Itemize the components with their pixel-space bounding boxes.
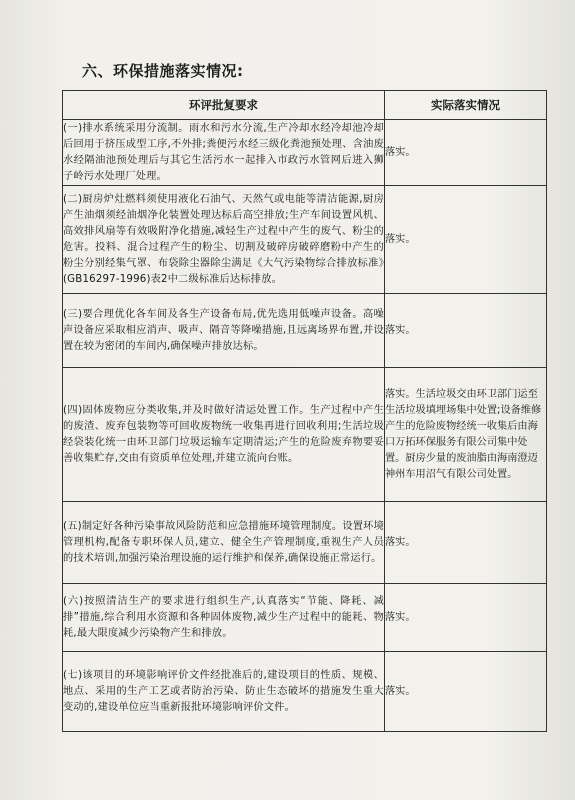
- requirement-cell: (一)排水系统采用分流制。雨水和污水分流,生产冷却水经冷却池冷却后回用于挤压成型工序,不外排;粪便污水经三级化粪池预处理、含油废水经隔油池预处理后与其它生活污水一起排入市政污水管网后进入狮子岭污水处理厂处理。: [63, 120, 385, 186]
- table-row: [63, 120, 547, 186]
- implementation-cell: 落实。: [385, 652, 547, 732]
- table-row: [63, 186, 547, 294]
- table-row: [63, 584, 547, 652]
- requirement-cell: (五)制定好各种污染事故风险防范和应急措施环境管理制度。设置环境管理机构,配备专职环保人员,建立、健全生产管理制度,重视生产人员的技术培训,加强污染治理设施的运行维护和保养,确保设施正常运行。: [63, 502, 385, 584]
- table-row: [63, 502, 547, 584]
- requirement-cell: (三)要合理优化各车间及各生产设备布局,优先选用低噪声设备。高噪声设备应采取相应消声、吸声、隔音等降噪措施,且远离场界布置,并设置在较为密闭的车间内,确保噪声排放达标。: [63, 294, 385, 368]
- implementation-cell: 落实。: [385, 502, 547, 584]
- table-row: [63, 368, 547, 502]
- implementation-cell: 落实。生活垃圾交由环卫部门运至生活垃圾填埋场集中处置;设备维修产生的危险废物经统一收集后由海口万拓环保服务有限公司集中处置。厨房少量的废油脂由海南澄迈神州车用沼气有限公司处置。: [385, 368, 547, 502]
- requirement-cell: (二)厨房炉灶燃料须使用液化石油气、天然气或电能等清洁能源,厨房产生油烟须经油烟净化装置处理达标后高空排放;生产车间设置风机、高效排风扇等有效吸附净化措施,减轻生产过程中产生的废气、粉尘的危害。投料、混合过程产生的粉尘、切割及破碎房破碎磨粉中产生的粉尘分别经集气罩、布袋除尘器除尘满足《大气污染物综合排放标准》(GB16297-1996)表2中二级标准后达标排放。: [63, 186, 385, 294]
- header-implementation: 实际落实情况: [385, 91, 547, 120]
- requirement-cell: (四)固体废物应分类收集,并及时做好清运处置工作。生产过程中产生的废渣、废弃包装物等可回收废物统一收集再进行回收利用;生活垃圾经袋装化统一由环卫部门垃圾运输车定期清运;产生的危险废弃物要妥善收集贮存,交由有资质单位处理,并建立流向台账。: [63, 368, 385, 502]
- requirement-cell: (六)按照清洁生产的要求进行组织生产,认真落实“节能、降耗、减排”措施,综合利用水资源和各种固体废物,减少生产过程中的能耗、物耗,最大限度减少污染物产生和排放。: [63, 584, 385, 652]
- measures-table: [62, 90, 547, 732]
- implementation-cell: 落实。: [385, 120, 547, 186]
- table-row: [63, 652, 547, 732]
- implementation-cell: 落实。: [385, 294, 547, 368]
- implementation-cell: 落实。: [385, 186, 547, 294]
- requirement-cell: (七)该项目的环境影响评价文件经批准后的,建设项目的性质、规模、地点、采用的生产工艺或者防治污染、防止生态破坏的措施发生重大变动的,建设单位应当重新报批环境影响评价文件。: [63, 652, 385, 732]
- table-header-row: [63, 91, 547, 120]
- table-row: [63, 294, 547, 368]
- implementation-cell: 落实。: [385, 584, 547, 652]
- header-requirement: 环评批复要求: [63, 91, 385, 120]
- section-title: 六、环保措施落实情况:: [82, 62, 244, 80]
